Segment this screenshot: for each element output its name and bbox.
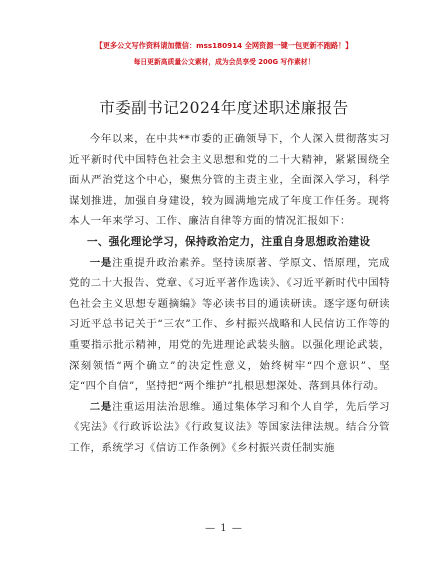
- page-number: — 1 —: [205, 523, 243, 534]
- intro-paragraph: 今年以来，在中共**市委的正确领导下，个人深入贯彻落实习近平新时代中国特色社会主义思想和党的二十大精神，紧紧围绕全面从严治党这个中心，聚焦分管的主责主业，全面深入学习，科学谋划推进，加强自身建设，较为圆满地完成了年度工作任务。现将本人一年来学习、工作、廉洁自律等方面的情况汇报如下：: [69, 133, 390, 228]
- paragraph-1: [69, 253, 390, 397]
- document-body: [69, 129, 390, 459]
- section-heading-1: 一、强化理论学习，保持政治定力，注重自身思想政治建设: [87, 235, 371, 248]
- promo-banner-line2: 每日更新高质量公文素材，成为会员享受 200G 写作素材！: [133, 58, 315, 66]
- promo-banner-line1: 【更多公文写作资料请加微信：mss180914 全网资源一键一包更新不跑路！】: [95, 41, 353, 50]
- document-title: 市委副书记2024年度述职述廉报告: [99, 99, 349, 117]
- paragraph-1-text: 注重提升政治素养。坚持读原著、学原文、悟原理，完成党的二十大报告、党章、《习近平著作选读》、《习近平新时代中国特色社会主义思想专题摘编》等必读书目的通读研读。逐字逐句研读习近平总书记关于“三农”工作、乡村振兴战略和人民信访工作等的重要指示批示精神，用党的先进理论武装头脑。以强化理论武装，深刻领悟“两个确立”的决定性意义，始终树牢“四个意识”、坚定“四个自信”，坚持把“两个维护”扎根思想深处、落到具体行动。: [69, 256, 390, 393]
- paragraph-2-text: 注重运用法治思维。通过集体学习和个人自学，先后学习《宪法》《行政诉讼法》《行政复议法》等国家法律法规。结合分管工作，系统学习《信访工作条例》《乡村振兴责任制实施: [69, 400, 390, 454]
- paragraph-2-lead: 二是: [89, 400, 113, 413]
- paragraph-1-lead: 一是: [89, 256, 113, 269]
- paragraph-2: [69, 397, 390, 459]
